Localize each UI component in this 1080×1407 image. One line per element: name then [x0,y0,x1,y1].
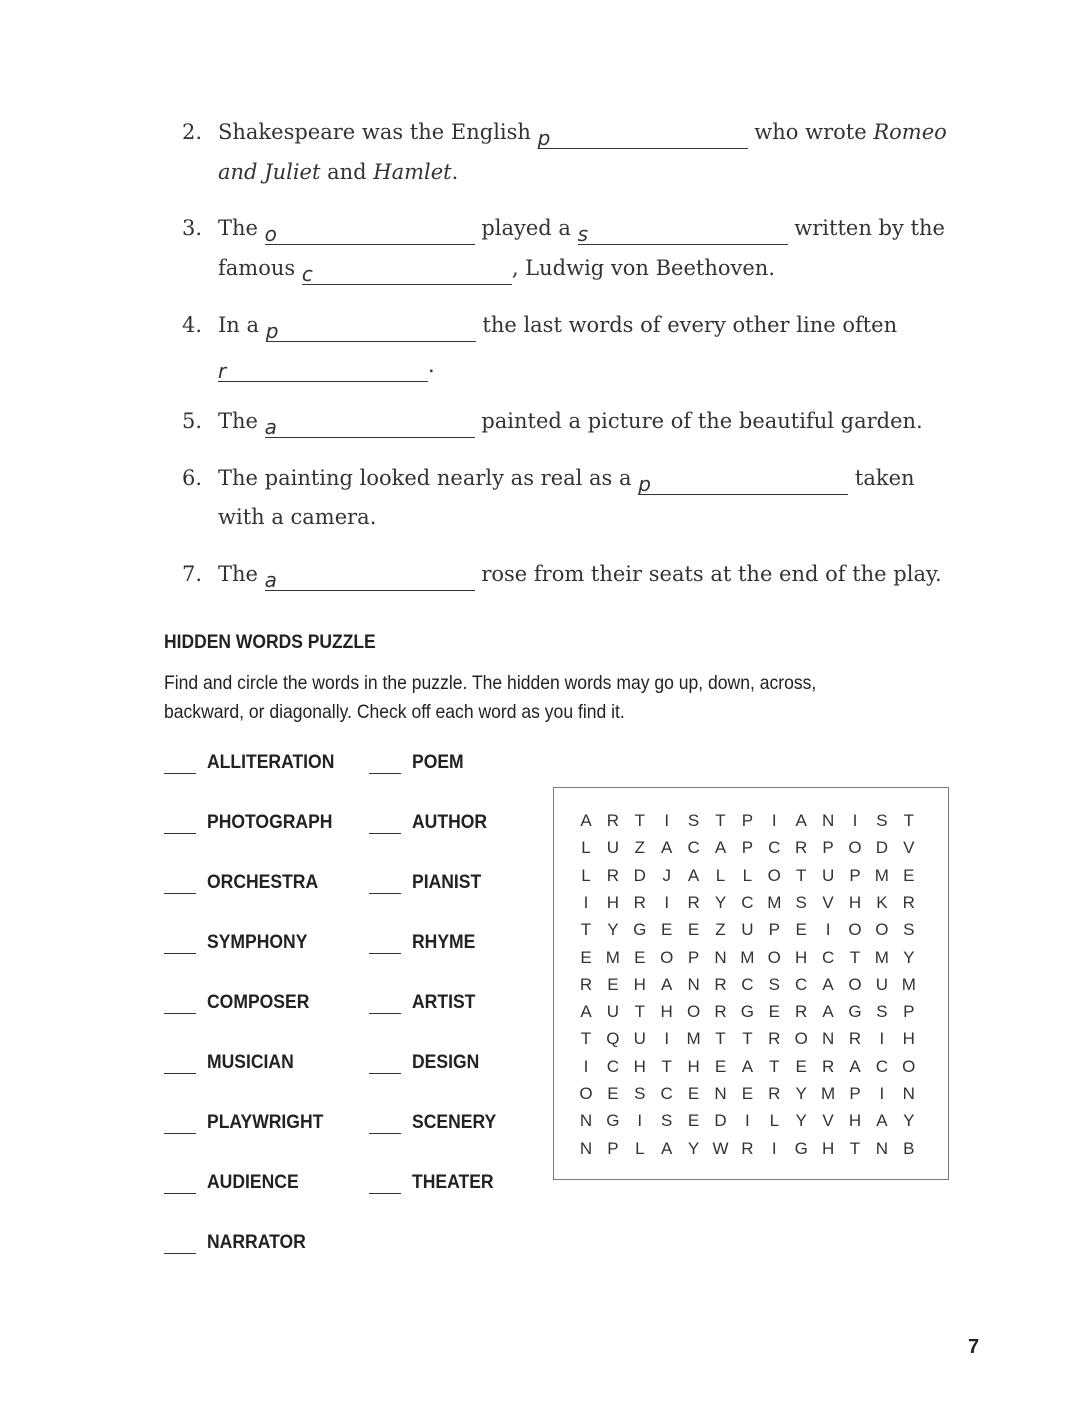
grid-letter[interactable]: E [687,1084,700,1103]
grid-letter[interactable]: I [852,811,858,830]
grid-letter[interactable]: R [633,892,646,912]
grid-letter[interactable]: E [714,1056,727,1076]
grid-letter[interactable]: T [849,1138,861,1158]
grid-letter[interactable]: M [821,1084,836,1103]
grid-letter[interactable]: I [583,1056,589,1076]
hidden-word-label: COMPOSER [207,991,310,1013]
italic-title: Hamlet [373,160,452,184]
grid-letter[interactable]: E [768,1002,780,1022]
grid-letter[interactable]: U [633,1029,646,1049]
grid-letter[interactable]: Y [795,1111,807,1131]
grid-letter[interactable]: E [903,865,915,885]
word-checkoff-blank[interactable] [369,1133,401,1134]
grid-letter[interactable]: O [848,920,862,940]
grid-letter[interactable]: K [876,892,888,912]
hidden-word-label: ARTIST [412,991,476,1013]
grid-letter[interactable]: H [660,1002,673,1022]
grid-letter[interactable]: A [714,838,727,858]
grid-letter[interactable]: A [822,974,834,994]
question-line [218,256,775,285]
grid-letter[interactable]: I [664,1029,670,1049]
grid-letter[interactable]: R [579,974,593,994]
grid-letter[interactable]: A [580,1002,592,1022]
grid-letter[interactable]: S [661,1111,673,1131]
grid-letter[interactable]: C [768,838,781,858]
question-text: The painting looked nearly as real as a [218,466,639,490]
grid-letter[interactable]: S [687,811,700,830]
grid-letter[interactable]: I [664,892,670,912]
word-checkoff-blank[interactable] [164,833,196,834]
grid-letter[interactable]: N [875,1138,889,1158]
grid-letter[interactable]: Y [795,1084,807,1103]
blank-hint-letter: p [265,319,279,343]
grid-letter[interactable]: I [745,1111,750,1131]
grid-letter[interactable]: G [848,1002,862,1022]
question-text: The [218,409,265,433]
grid-letter[interactable]: C [875,1056,889,1076]
page-number: 7 [968,1336,980,1358]
grid-letter[interactable]: U [821,865,835,885]
question-number: 5. [182,409,203,433]
answer-blank[interactable] [266,319,476,342]
grid-letter[interactable]: S [795,892,807,912]
grid-letter[interactable]: S [634,1084,646,1103]
grid-letter[interactable]: L [635,1138,645,1158]
blank-hint-letter: s [577,222,589,246]
grid-letter[interactable]: G [740,1002,754,1022]
answer-blank[interactable] [538,126,748,149]
grid-letter[interactable]: R [768,1029,781,1049]
blank-hint-letter: a [264,568,277,592]
grid-letter[interactable]: E [687,920,700,940]
grid-letter[interactable]: Z [715,920,726,940]
word-checkoff-blank[interactable] [164,1013,196,1014]
grid-letter[interactable]: C [821,947,835,967]
grid-letter[interactable]: O [686,1002,701,1022]
hidden-word-label: ORCHESTRA [207,871,319,893]
grid-letter[interactable]: T [742,1029,753,1049]
grid-letter[interactable]: T [715,811,726,830]
grid-letter[interactable]: A [661,838,673,858]
puzzle-instructions-line: Find and circle the words in the puzzle. The hidden words may go up, down, across, [164,672,817,694]
word-checkoff-blank[interactable] [164,893,196,894]
grid-letter[interactable]: P [607,1138,619,1158]
grid-letter[interactable]: R [795,1002,808,1022]
puzzle-instructions-line: backward, or diagonally. Check off each word as you find it. [164,701,625,723]
grid-letter[interactable]: P [768,920,780,940]
grid-letter[interactable]: H [902,1029,915,1049]
grid-letter[interactable]: I [637,1111,643,1131]
grid-letter[interactable]: Y [714,892,727,912]
grid-letter[interactable]: N [821,811,835,830]
grid-letter[interactable]: A [580,811,592,830]
word-search-grid[interactable] [553,787,949,1180]
grid-letter[interactable]: E [607,1084,619,1103]
grid-letter[interactable]: R [821,1056,835,1076]
grid-letter[interactable]: I [771,1138,777,1158]
grid-letter[interactable]: M [605,947,620,967]
grid-letter[interactable]: P [849,865,861,885]
grid-letter[interactable]: I [583,892,589,912]
question-line [218,466,915,495]
grid-letter[interactable]: L [742,865,753,885]
hidden-word-label: THEATER [412,1171,494,1193]
word-checkoff-blank[interactable] [369,953,401,954]
grid-letter[interactable]: C [687,838,700,858]
grid-letter[interactable]: Y [607,920,619,940]
grid-letter[interactable]: C [795,974,808,994]
grid-letter[interactable]: E [661,920,673,940]
grid-letter[interactable]: R [848,1029,862,1049]
word-checkoff-blank[interactable] [164,1133,196,1134]
question-text: rose from their seats at the end of the play. [474,562,942,586]
grid-letter[interactable]: P [741,811,754,830]
grid-letter[interactable]: A [876,1111,888,1131]
question-line [218,505,376,529]
grid-letter[interactable]: D [714,1111,727,1131]
grid-letter[interactable]: T [580,920,592,940]
grid-letter[interactable]: H [687,1056,700,1076]
grid-letter[interactable]: O [767,865,781,885]
grid-letter[interactable]: U [875,974,889,994]
question-number: 7. [182,562,203,586]
question-text: famous [218,256,302,280]
answer-blank[interactable] [638,472,848,495]
grid-letter[interactable]: I [879,1084,885,1103]
grid-letter[interactable]: G [606,1111,620,1131]
grid-letter[interactable]: P [741,838,754,858]
grid-letter[interactable]: R [902,892,915,912]
grid-letter[interactable]: N [902,1084,915,1103]
grid-letter[interactable]: G [794,1138,808,1158]
grid-letter[interactable]: W [712,1138,729,1158]
blank-hint-letter: p [638,472,651,496]
grid-letter[interactable]: H [633,974,646,994]
word-checkoff-blank[interactable] [164,953,196,954]
grid-letter[interactable]: I [771,811,777,830]
grid-letter[interactable]: L [769,1111,780,1131]
grid-letter[interactable]: G [633,920,647,940]
question-text: Shakespeare was the English [218,120,538,144]
grid-letter[interactable]: O [660,947,674,967]
grid-letter[interactable]: R [768,1084,781,1103]
blank-hint-letter: o [264,222,277,246]
grid-letter[interactable]: T [634,1002,645,1022]
grid-letter[interactable]: Y [687,1138,700,1158]
grid-letter[interactable]: A [687,865,700,885]
grid-letter[interactable]: P [849,1084,861,1103]
question-text: In a [218,313,266,337]
grid-letter[interactable]: T [634,811,645,830]
italic-title: Romeo [873,120,947,144]
grid-letter[interactable]: N [714,1084,727,1103]
answer-blank[interactable] [265,222,475,245]
grid-letter[interactable]: A [795,811,807,830]
grid-letter[interactable]: D [633,865,646,885]
grid-letter[interactable]: O [579,1084,593,1103]
question-line [218,160,458,184]
grid-letter[interactable]: C [606,1056,620,1076]
question-line [218,353,435,382]
hidden-word-label: SYMPHONY [207,931,308,953]
hidden-word-label: PLAYWRIGHT [207,1111,324,1133]
grid-letter[interactable]: T [580,1029,592,1049]
word-checkoff-blank[interactable] [164,1253,196,1254]
question-text: , Ludwig von Beethoven. [511,256,775,280]
grid-letter[interactable]: A [822,1002,834,1022]
hidden-word-label: MUSICIAN [207,1051,294,1073]
grid-letter[interactable]: P [687,947,700,967]
answer-blank[interactable] [302,262,512,285]
word-checkoff-blank[interactable] [369,833,401,834]
grid-letter[interactable]: J [662,865,671,885]
grid-letter[interactable]: H [821,1138,835,1158]
grid-letter[interactable]: A [849,1056,861,1076]
grid-letter[interactable]: O [902,1056,916,1076]
grid-letter[interactable]: Y [903,1111,915,1131]
grid-letter[interactable]: R [606,865,620,885]
grid-letter[interactable]: T [661,1056,672,1076]
hidden-word-label: NARRATOR [207,1231,306,1253]
grid-letter[interactable]: I [879,1029,885,1049]
answer-blank[interactable] [218,359,428,382]
grid-letter[interactable]: O [848,974,862,994]
grid-letter[interactable]: H [606,892,620,912]
grid-letter[interactable]: D [875,838,889,858]
word-checkoff-blank[interactable] [164,773,196,774]
blank-hint-letter: c [301,262,313,286]
grid-letter[interactable]: E [634,947,646,967]
word-checkoff-blank[interactable] [164,1073,196,1074]
grid-letter[interactable]: Q [606,1029,620,1049]
grid-letter[interactable]: E [795,920,807,940]
grid-letter[interactable]: A [741,1056,754,1076]
word-checkoff-blank[interactable] [369,773,401,774]
word-checkoff-blank[interactable] [369,1193,401,1194]
blank-hint-letter: a [264,415,277,439]
answer-blank[interactable] [265,568,475,591]
grid-letter[interactable]: C [741,974,754,994]
grid-letter[interactable]: O [767,947,781,967]
grid-letter[interactable]: T [795,865,807,885]
grid-letter[interactable]: S [876,811,888,830]
grid-letter[interactable]: C [741,892,754,912]
grid-letter[interactable]: E [580,947,592,967]
grid-letter[interactable]: R [606,811,620,830]
grid-letter[interactable]: T [903,811,914,830]
grid-letter[interactable]: V [903,838,915,858]
grid-letter[interactable]: R [714,974,727,994]
question-line [218,120,947,149]
question-line [218,562,942,591]
grid-letter[interactable]: B [903,1138,915,1158]
italic-title: and Juliet [218,160,321,184]
puzzle-heading: HIDDEN WORDS PUZZLE [164,632,376,653]
grid-letter[interactable]: M [874,865,889,885]
question-line [218,409,923,438]
grid-letter[interactable]: E [741,1084,754,1103]
grid-letter[interactable]: R [714,1002,727,1022]
grid-letter[interactable]: S [876,1002,888,1022]
grid-letter[interactable]: S [768,974,780,994]
grid-letter[interactable]: N [821,1029,835,1049]
blank-hint-letter: r [218,359,227,383]
grid-letter[interactable]: M [901,974,916,994]
grid-letter[interactable]: M [740,947,755,967]
hidden-word-label: ALLITERATION [207,751,335,773]
word-checkoff-blank[interactable] [369,893,401,894]
grid-letter[interactable]: Y [903,947,915,967]
grid-letter[interactable]: T [769,1056,780,1076]
grid-letter[interactable]: L [715,865,726,885]
grid-letter[interactable]: A [661,1138,673,1158]
grid-letter[interactable]: N [579,1111,593,1131]
grid-letter[interactable]: C [660,1084,673,1103]
blank-hint-letter: p [537,126,551,150]
grid-letter[interactable]: O [794,1029,808,1049]
grid-letter[interactable]: Z [634,838,645,858]
grid-letter[interactable]: V [822,1111,834,1131]
grid-letter[interactable]: H [633,1056,646,1076]
grid-letter[interactable]: E [687,1111,700,1131]
grid-letter[interactable]: N [714,947,727,967]
grid-letter[interactable]: H [795,947,808,967]
grid-letter[interactable]: M [767,892,782,912]
grid-letter[interactable]: L [581,865,591,885]
grid-letter[interactable]: N [687,974,700,994]
question-text: . [428,353,435,377]
hidden-word-label: PHOTOGRAPH [207,811,333,833]
question-number: 4. [182,313,203,337]
hidden-word-label: SCENERY [412,1111,497,1133]
grid-letter[interactable]: U [741,920,754,940]
question-text: played a [474,216,578,240]
question-number: 3. [182,216,203,240]
grid-letter[interactable]: N [579,1138,593,1158]
word-checkoff-blank[interactable] [164,1193,196,1194]
grid-letter[interactable]: S [903,920,915,940]
grid-letter[interactable]: H [848,1111,862,1131]
grid-letter[interactable]: M [874,947,889,967]
grid-letter[interactable]: V [822,892,834,912]
answer-blank[interactable] [578,222,788,245]
grid-letter[interactable]: M [686,1029,701,1049]
question-text: The [218,562,265,586]
question-number: 6. [182,466,203,490]
grid-letter[interactable]: O [848,838,862,858]
question-text: The [218,216,265,240]
question-text: painted a picture of the beautiful garden. [474,409,923,433]
grid-letter[interactable]: U [606,838,620,858]
grid-letter[interactable]: I [825,920,831,940]
grid-letter[interactable]: O [875,920,889,940]
grid-letter[interactable]: P [822,838,834,858]
grid-letter[interactable]: R [687,892,700,912]
word-checkoff-blank[interactable] [369,1073,401,1074]
grid-letter[interactable]: L [581,838,591,858]
question-text: taken [848,466,915,490]
hidden-word-label: PIANIST [412,871,482,893]
grid-letter[interactable]: E [795,1056,807,1076]
hidden-word-label: RHYME [412,931,476,953]
question-text: and [320,160,374,184]
grid-letter[interactable]: R [795,838,808,858]
question-text: the last words of every other line often [475,313,898,337]
grid-letter[interactable]: T [715,1029,726,1049]
word-checkoff-blank[interactable] [369,1013,401,1014]
grid-letter[interactable]: E [607,974,619,994]
hidden-word-label: AUDIENCE [207,1171,299,1193]
hidden-word-label: POEM [412,751,464,773]
question-line [218,216,945,245]
question-text: with a camera. [218,505,377,529]
question-text: written by the [787,216,945,240]
grid-letter[interactable]: P [903,1002,915,1022]
grid-letter[interactable]: R [741,1138,754,1158]
grid-letter[interactable]: A [661,974,673,994]
question-text: who wrote [747,120,874,144]
grid-letter[interactable]: U [606,1002,620,1022]
grid-letter[interactable]: T [849,947,861,967]
grid-letter[interactable]: I [664,811,670,830]
grid-letter[interactable]: H [848,892,862,912]
question-line [218,313,897,342]
answer-blank[interactable] [265,415,475,438]
hidden-word-label: AUTHOR [412,811,488,833]
question-text: . [451,160,459,184]
question-number: 2. [182,120,203,144]
hidden-word-label: DESIGN [412,1051,480,1073]
